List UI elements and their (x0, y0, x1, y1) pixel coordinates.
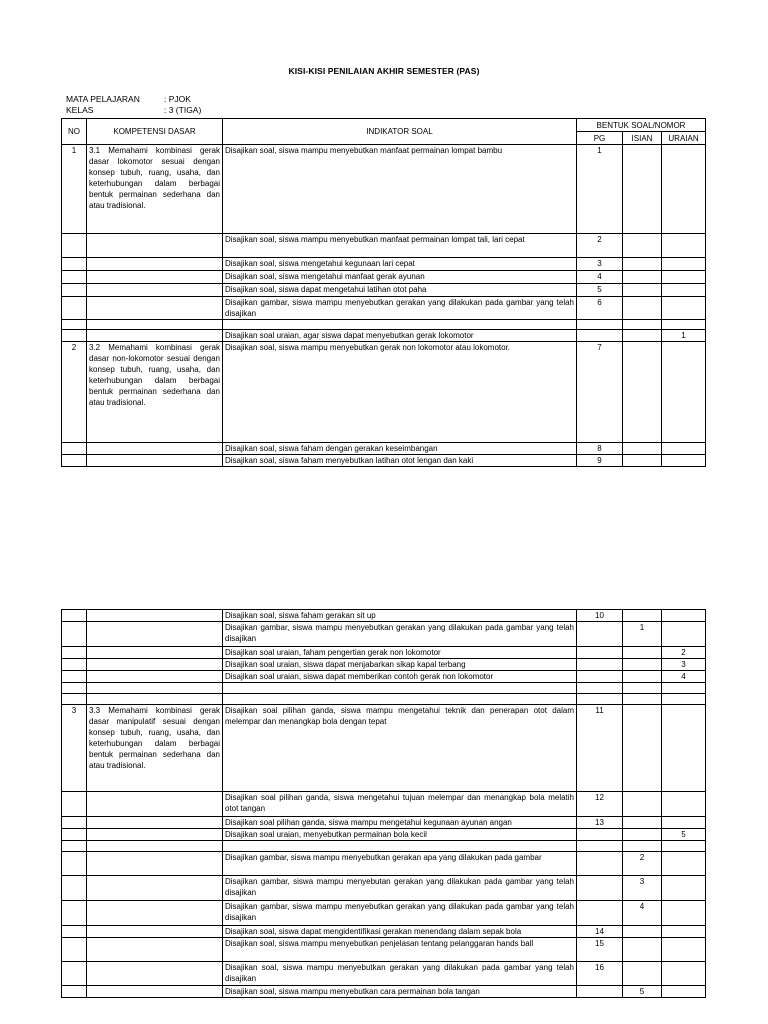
indikator-soal: Disajikan soal, siswa mampu menyebutkan manfaat permainan lompat tali, lari cepat (223, 234, 577, 258)
uraian-number (662, 841, 706, 852)
row-no (62, 647, 87, 659)
isian-number (623, 817, 662, 829)
indikator-soal: Disajikan soal, siswa mengetahui manfaat gerak ayunan (223, 271, 577, 284)
table-row (62, 962, 706, 986)
indikator-soal (223, 683, 577, 694)
isian-number (623, 938, 662, 962)
kompetensi-dasar (87, 792, 223, 817)
isian-number (623, 647, 662, 659)
pg-number: 6 (577, 297, 623, 320)
uraian-number (662, 986, 706, 998)
header-kompetensi-dasar: KOMPETENSI DASAR (87, 119, 223, 145)
isian-number (623, 234, 662, 258)
kompetensi-dasar: 3.2 Memahami kombinasi gerak dasar non-lokomotor sesuai dengan konsep tubuh, ruang, usaha, dan keterhubungan dalam berbagai bentuk permainan sederhana dan atau tradisional. (87, 342, 223, 443)
indikator-soal: Disajikan soal, siswa mampu menyebutkan cara permainan bola tangan (223, 986, 577, 998)
table-row (62, 705, 706, 792)
uraian-number (662, 926, 706, 938)
table-row (62, 841, 706, 852)
row-no (62, 258, 87, 271)
kompetensi-dasar: 3.1 Memahami kombinasi gerak dasar lokomotor sesuai dengan konsep tubuh, ruang, usaha, dan keterhubungan dalam berbagai bentuk permainan sederhana dan atau tradisional. (87, 145, 223, 234)
header-pg: PG (577, 132, 623, 145)
kompetensi-dasar (87, 271, 223, 284)
isian-number (623, 705, 662, 792)
row-no (62, 876, 87, 901)
table-row (62, 829, 706, 841)
uraian-number (662, 320, 706, 330)
pg-number: 2 (577, 234, 623, 258)
uraian-number (662, 852, 706, 876)
indikator-soal (223, 841, 577, 852)
row-no (62, 610, 87, 622)
indikator-soal: Disajikan soal pilihan ganda, siswa mengetahui tujuan melempar dan menangkap bola melatih otot tangan (223, 792, 577, 817)
row-no (62, 659, 87, 671)
isian-number: 1 (623, 622, 662, 647)
indikator-soal: Disajikan soal, siswa mampu menyebutkan gerak non lokomotor atau lokomotor. (223, 342, 577, 443)
pg-number: 14 (577, 926, 623, 938)
row-no: 1 (62, 145, 87, 234)
uraian-number (662, 962, 706, 986)
uraian-number: 1 (662, 330, 706, 342)
isian-number: 3 (623, 876, 662, 901)
kompetensi-dasar (87, 284, 223, 297)
kompetensi-dasar (87, 901, 223, 926)
pg-number (577, 694, 623, 705)
kompetensi-dasar (87, 443, 223, 455)
indikator-soal: Disajikan soal uraian, siswa dapat memberikan contoh gerak non lokomotor (223, 671, 577, 683)
kompetensi-dasar: 3.3 Memahami kombinasi gerak dasar manipulatif sesuai dengan konsep tubuh, ruang, usaha, dan keterhubungan dalam berbagai bentuk permainan sederhana dan atau tradisional. (87, 705, 223, 792)
isian-number (623, 829, 662, 841)
pg-number (577, 659, 623, 671)
pg-number (577, 671, 623, 683)
row-no (62, 694, 87, 705)
kompetensi-dasar (87, 330, 223, 342)
indikator-soal: Disajikan soal, siswa faham dengan gerakan keseimbangan (223, 443, 577, 455)
uraian-number (662, 145, 706, 234)
indikator-soal: Disajikan soal, siswa dapat mengidentifikasi gerakan menendang dalam sepak bola (223, 926, 577, 938)
table-row (62, 852, 706, 876)
indikator-soal (223, 320, 577, 330)
kompetensi-dasar (87, 234, 223, 258)
uraian-number (662, 271, 706, 284)
kompetensi-dasar (87, 297, 223, 320)
row-no (62, 320, 87, 330)
class-label: KELAS (66, 105, 94, 115)
table-row (62, 320, 706, 330)
pg-number: 10 (577, 610, 623, 622)
row-no (62, 926, 87, 938)
kisi-table-page-1 (61, 118, 706, 467)
row-no (62, 938, 87, 962)
uraian-number (662, 792, 706, 817)
pg-number: 12 (577, 792, 623, 817)
pg-number: 11 (577, 705, 623, 792)
isian-number (623, 683, 662, 694)
uraian-number (662, 342, 706, 443)
pg-number (577, 647, 623, 659)
isian-number (623, 694, 662, 705)
indikator-soal: Disajikan gambar, siswa mampu menyebutan gerakan yang dilakukan pada gambar yang telah disajikan (223, 876, 577, 901)
indikator-soal: Disajikan soal uraian, menyebutkan permainan bola kecil (223, 829, 577, 841)
indikator-soal: Disajikan soal uraian, faham pengertian gerak non lokomotor (223, 647, 577, 659)
uraian-number (662, 284, 706, 297)
isian-number (623, 320, 662, 330)
pg-number: 13 (577, 817, 623, 829)
row-no (62, 330, 87, 342)
kompetensi-dasar (87, 320, 223, 330)
uraian-number (662, 938, 706, 962)
uraian-number (662, 876, 706, 901)
document-title: KISI-KISI PENILAIAN AKHIR SEMESTER (PAS) (288, 66, 480, 76)
row-no: 3 (62, 705, 87, 792)
isian-number (623, 443, 662, 455)
kompetensi-dasar (87, 647, 223, 659)
pg-number: 5 (577, 284, 623, 297)
class-line (66, 105, 201, 116)
table-row (62, 258, 706, 271)
indikator-soal: Disajikan soal pilihan ganda, siswa mampu mengetahui teknik dan penerapan otot dalam melempar dan menangkap bola dengan tepat (223, 705, 577, 792)
table-row (62, 986, 706, 998)
pg-number (577, 829, 623, 841)
pg-number (577, 330, 623, 342)
kompetensi-dasar (87, 962, 223, 986)
row-no (62, 234, 87, 258)
table-row (62, 234, 706, 258)
table-row (62, 297, 706, 320)
row-no (62, 443, 87, 455)
indikator-soal: Disajikan soal pilihan ganda, siswa mampu mengetahui kegunaan ayunan angan (223, 817, 577, 829)
row-no (62, 792, 87, 817)
header-isian: ISIAN (623, 132, 662, 145)
indikator-soal: Disajikan soal, siswa mampu menyebutkan manfaat permainan lompat bambu (223, 145, 577, 234)
row-no (62, 284, 87, 297)
isian-number (623, 455, 662, 467)
row-no (62, 671, 87, 683)
uraian-number (662, 817, 706, 829)
table-row (62, 901, 706, 926)
pg-number (577, 986, 623, 998)
row-no (62, 817, 87, 829)
table-row (62, 647, 706, 659)
uraian-number: 5 (662, 829, 706, 841)
row-no (62, 683, 87, 694)
kompetensi-dasar (87, 683, 223, 694)
table-row (62, 622, 706, 647)
uraian-number (662, 705, 706, 792)
pg-number: 16 (577, 962, 623, 986)
indikator-soal: Disajikan soal, siswa dapat mengetahui latihan otot paha (223, 284, 577, 297)
table-row (62, 659, 706, 671)
isian-number: 2 (623, 852, 662, 876)
pg-number: 8 (577, 443, 623, 455)
indikator-soal: Disajikan soal, siswa mengetahui kegunaan lari cepat (223, 258, 577, 271)
isian-number: 5 (623, 986, 662, 998)
table-row (62, 792, 706, 817)
indikator-soal: Disajikan soal, siswa faham gerakan sit up (223, 610, 577, 622)
indikator-soal: Disajikan soal, siswa faham menyebutkan latihan otot lengan dan kaki (223, 455, 577, 467)
isian-number (623, 610, 662, 622)
row-no (62, 962, 87, 986)
table-row (62, 671, 706, 683)
uraian-number (662, 694, 706, 705)
row-no (62, 455, 87, 467)
uraian-number (662, 455, 706, 467)
header-indikator-soal: INDIKATOR SOAL (223, 119, 577, 145)
row-no (62, 986, 87, 998)
table-row (62, 271, 706, 284)
kisi-table-page-2 (61, 609, 706, 998)
pg-number: 15 (577, 938, 623, 962)
kompetensi-dasar (87, 876, 223, 901)
isian-number (623, 671, 662, 683)
uraian-number (662, 234, 706, 258)
kompetensi-dasar (87, 986, 223, 998)
header-no: NO (62, 119, 87, 145)
indikator-soal: Disajikan gambar, siswa mampu menyebutkan gerakan yang dilakukan pada gambar yang telah disajikan (223, 297, 577, 320)
table-row (62, 330, 706, 342)
pg-number: 9 (577, 455, 623, 467)
isian-number (623, 792, 662, 817)
table-row (62, 342, 706, 443)
row-no: 2 (62, 342, 87, 443)
uraian-number (662, 297, 706, 320)
table-row (62, 926, 706, 938)
isian-number (623, 271, 662, 284)
isian-number (623, 145, 662, 234)
pg-number (577, 841, 623, 852)
subject-label: MATA PELAJARAN (66, 94, 140, 104)
table-row (62, 817, 706, 829)
pg-number (577, 876, 623, 901)
indikator-soal: Disajikan soal uraian, siswa dapat menjabarkan sikap kapal terbang (223, 659, 577, 671)
uraian-number (662, 683, 706, 694)
kompetensi-dasar (87, 938, 223, 962)
indikator-soal: Disajikan gambar, siswa mampu menyebutkan gerakan yang dilakukan pada gambar yang telah disajikan (223, 901, 577, 926)
indikator-soal: Disajikan soal, siswa mampu menyebutkan penjelasan tentang pelanggaran hands ball (223, 938, 577, 962)
isian-number (623, 926, 662, 938)
uraian-number: 4 (662, 671, 706, 683)
row-no (62, 829, 87, 841)
uraian-number (662, 622, 706, 647)
pg-number (577, 852, 623, 876)
kompetensi-dasar (87, 841, 223, 852)
uraian-number: 2 (662, 647, 706, 659)
pg-number: 4 (577, 271, 623, 284)
row-no (62, 271, 87, 284)
table-row (62, 938, 706, 962)
kompetensi-dasar (87, 258, 223, 271)
header-uraian: URAIAN (662, 132, 706, 145)
pg-number (577, 901, 623, 926)
isian-number (623, 330, 662, 342)
kompetensi-dasar (87, 659, 223, 671)
kompetensi-dasar (87, 926, 223, 938)
isian-number (623, 659, 662, 671)
isian-number (623, 284, 662, 297)
table-row (62, 455, 706, 467)
isian-number (623, 258, 662, 271)
isian-number (623, 841, 662, 852)
indikator-soal: Disajikan gambar, siswa mampu menyebutkan gerakan apa yang dilakukan pada gambar (223, 852, 577, 876)
table-row (62, 145, 706, 234)
table-row (62, 876, 706, 901)
uraian-number (662, 443, 706, 455)
table-row (62, 443, 706, 455)
table-row (62, 694, 706, 705)
row-no (62, 622, 87, 647)
row-no (62, 297, 87, 320)
isian-number (623, 962, 662, 986)
subject-line (66, 94, 191, 105)
indikator-soal: Disajikan gambar, siswa mampu menyebutkan gerakan yang dilakukan pada gambar yang telah disajikan (223, 622, 577, 647)
pg-number: 1 (577, 145, 623, 234)
table-row (62, 284, 706, 297)
row-no (62, 852, 87, 876)
kompetensi-dasar (87, 817, 223, 829)
subject-value: : PJOK (164, 94, 191, 104)
row-no (62, 901, 87, 926)
kompetensi-dasar (87, 455, 223, 467)
row-no (62, 841, 87, 852)
isian-number (623, 342, 662, 443)
table-row (62, 683, 706, 694)
kompetensi-dasar (87, 622, 223, 647)
kompetensi-dasar (87, 671, 223, 683)
table-row (62, 610, 706, 622)
kompetensi-dasar (87, 829, 223, 841)
pg-number (577, 320, 623, 330)
class-value: : 3 (TIGA) (164, 105, 202, 115)
uraian-number (662, 258, 706, 271)
uraian-number (662, 901, 706, 926)
isian-number (623, 297, 662, 320)
pg-number (577, 683, 623, 694)
pg-number (577, 622, 623, 647)
uraian-number (662, 610, 706, 622)
indikator-soal (223, 694, 577, 705)
uraian-number: 3 (662, 659, 706, 671)
indikator-soal: Disajikan soal, siswa mampu menyebutkan gerakan yang dilakukan pada gambar yang telah disajikan (223, 962, 577, 986)
isian-number: 4 (623, 901, 662, 926)
kompetensi-dasar (87, 694, 223, 705)
kompetensi-dasar (87, 852, 223, 876)
kompetensi-dasar (87, 610, 223, 622)
pg-number: 3 (577, 258, 623, 271)
pg-number: 7 (577, 342, 623, 443)
indikator-soal: Disajikan soal uraian, agar siswa dapat menyebutkan gerak lokomotor (223, 330, 577, 342)
header-bentuk-soal: BENTUK SOAL/NOMOR (577, 119, 706, 132)
